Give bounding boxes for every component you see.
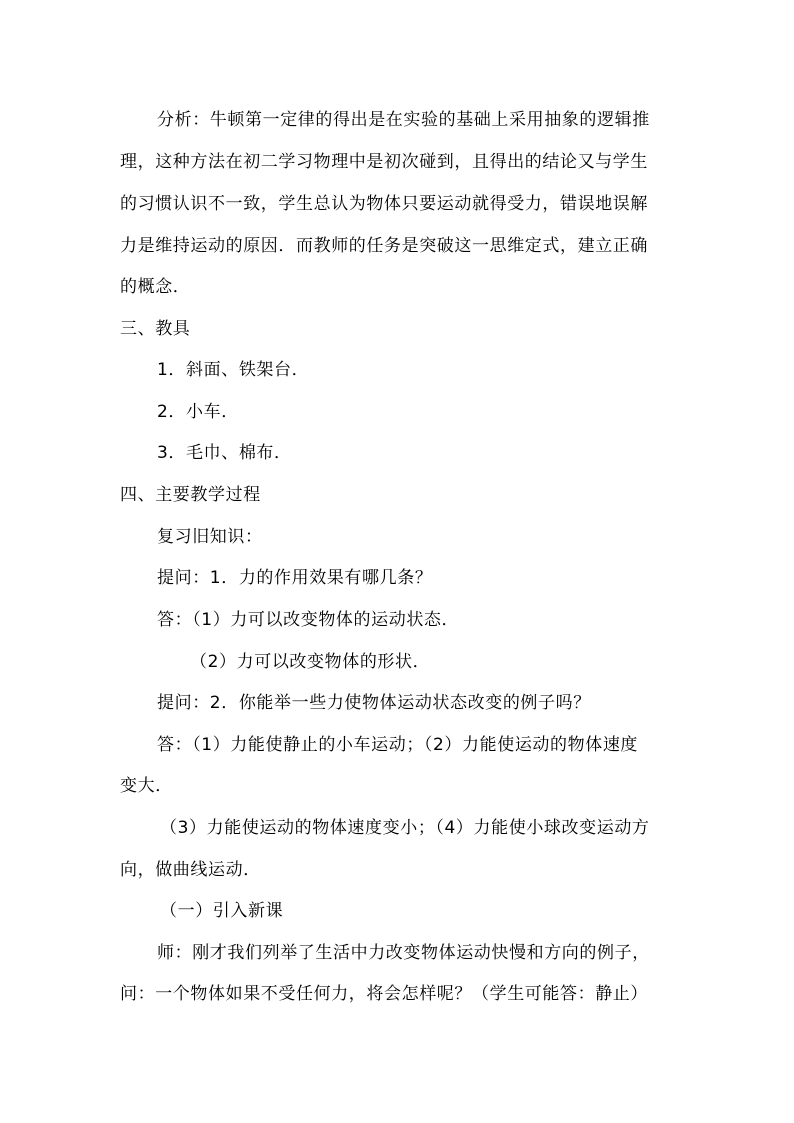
- analysis-line-2: 理，这种方法在初二学习物理中是初次碰到，且得出的结论又与学生: [120, 152, 648, 172]
- analysis-line-1: 分析：牛顿第一定律的得出是在实验的基础上采用抽象的逻辑推: [157, 110, 650, 130]
- tool-item-3: 3．毛巾、棉布．: [157, 443, 292, 463]
- section-4-title: 四、主要教学过程: [120, 485, 261, 505]
- section-3-title: 三、教具: [120, 319, 191, 339]
- question-1: 提问：1．力的作用效果有哪几条？: [157, 568, 433, 588]
- tool-item-2: 2．小车．: [157, 402, 239, 422]
- teacher-line-1: 师：刚才我们列举了生活中力改变物体运动快慢和方向的例子，: [157, 943, 650, 963]
- review-heading: 复习旧知识：: [157, 527, 263, 547]
- question-2: 提问：2．你能举一些力使物体运动状态改变的例子吗？: [157, 693, 591, 713]
- analysis-line-3: 的习惯认识不一致，学生总认为物体只要运动就得受力，错误地误解: [120, 194, 648, 214]
- answer-2-line-1: 答：（1）力能使静止的小车运动；（2）力能使运动的物体速度: [157, 735, 639, 755]
- analysis-line-5: 的概念．: [120, 277, 191, 297]
- answer-1-line-2: （2）力可以改变物体的形状．: [190, 652, 431, 672]
- tool-item-1: 1．斜面、铁架台．: [157, 360, 310, 380]
- teacher-line-2: 问：一个物体如果不受任何力，将会怎样呢？（学生可能答：静止）: [120, 984, 648, 1004]
- answer-2-line-3: （3）力能使运动的物体速度变小；（4）力能使小球改变运动方: [160, 818, 650, 838]
- subsection-1-title: （一）引入新课: [160, 901, 284, 921]
- answer-1-line-1: 答：（1）力可以改变物体的运动状态．: [157, 610, 460, 630]
- answer-2-line-2: 变大．: [120, 776, 173, 796]
- answer-2-line-4: 向，做曲线运动．: [120, 860, 261, 880]
- analysis-line-4: 力是维持运动的原因．而教师的任务是突破这一思维定式，建立正确: [120, 236, 648, 256]
